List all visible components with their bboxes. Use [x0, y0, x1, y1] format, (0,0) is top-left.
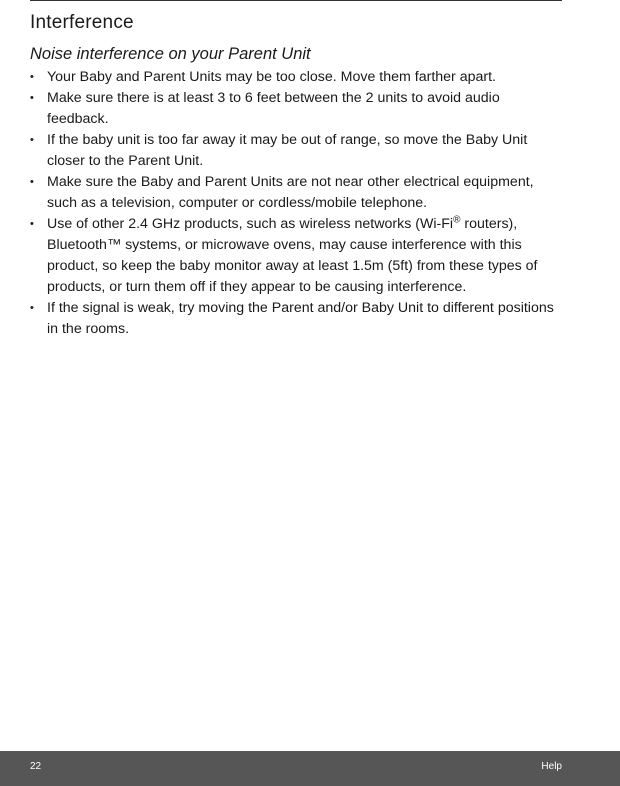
registered-mark: ® [453, 214, 461, 226]
list-item-text: If the signal is weak, try moving the Parent and/or Baby Unit to different positions in the rooms. [47, 300, 554, 337]
bullet-icon: • [30, 92, 34, 104]
footer-section-title: Help [541, 761, 562, 772]
list-item-text-start: Use of other 2.4 GHz products, such as wireless networks (Wi-Fi [47, 216, 454, 232]
list-item [30, 67, 565, 88]
troubleshooting-list [30, 67, 565, 340]
page-heading: Interference [30, 12, 134, 33]
list-item-text: Make sure the Baby and Parent Units are not near other electrical equipment, such as a television, computer or cordless/mobile telephone. [47, 174, 534, 211]
bullet-icon: • [30, 302, 34, 314]
list-item-text: Make sure there is at least 3 to 6 feet between the 2 units to avoid audio feedback. [47, 90, 500, 127]
list-item [30, 88, 565, 130]
list-item [30, 172, 565, 214]
list-item [30, 214, 565, 298]
list-item [30, 130, 565, 172]
bullet-icon: • [30, 71, 34, 83]
page-number: 22 [30, 761, 42, 772]
section-subheading: Noise interference on your Parent Unit [30, 45, 311, 63]
list-item-text: If the baby unit is too far away it may be out of range, so move the Baby Unit closer to the Parent Unit. [47, 132, 528, 169]
list-item-text-end: routers), Bluetooth™ systems, or microwave ovens, may cause interference with this product, so keep the baby monitor away at least 1.5m (5ft) from these types of products, or turn them off if they appear to be causing interference. [47, 216, 538, 295]
bullet-icon: • [30, 134, 34, 146]
bullet-icon: • [30, 176, 34, 188]
list-item-text: Your Baby and Parent Units may be too close. Move them farther apart. [47, 69, 496, 85]
list-item [30, 298, 565, 340]
list-item-text [47, 216, 538, 295]
bullet-icon: • [30, 218, 34, 230]
page-footer [0, 751, 620, 786]
top-divider [30, 0, 562, 1]
